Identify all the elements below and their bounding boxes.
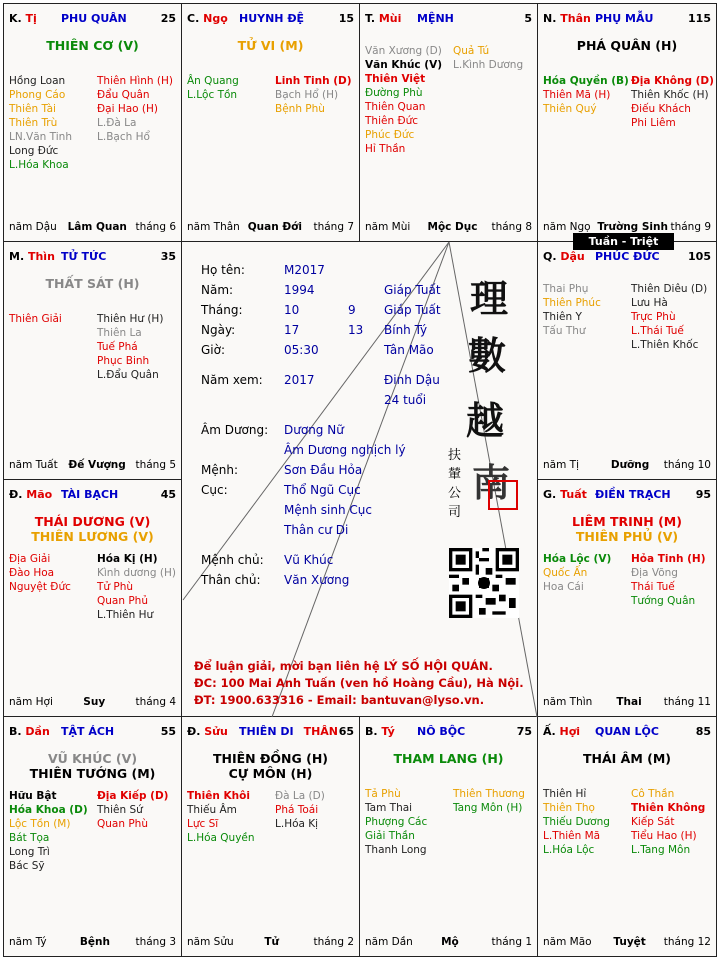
minor-star: Bát Tọa: [9, 832, 50, 844]
tuan-triet-badge: Tuần - Triệt: [573, 233, 674, 250]
minor-star: Hóa Quyền (B): [543, 75, 629, 87]
minor-star: Thiên Mã (H): [543, 89, 611, 101]
palace-month: tháng 7: [313, 221, 354, 233]
calligraphy-char-4: 南: [472, 460, 511, 505]
menh-value: Sơn Đầu Hỏa: [284, 463, 363, 477]
palace-position: Đ. Sửu: [187, 725, 228, 738]
palace-year: năm Tý: [9, 936, 47, 948]
palace-stage: Bệnh: [79, 936, 110, 948]
palace-month: tháng 3: [135, 936, 176, 948]
minor-star: L.Lộc Tồn: [187, 89, 238, 101]
minor-star: Tang Môn (H): [453, 802, 523, 814]
main-star: THÁI DƯƠNG (V): [34, 514, 151, 529]
palace-stage: Suy: [83, 696, 106, 708]
minor-star: LN.Văn Tinh: [9, 131, 72, 143]
palace-position: G. Tuất: [543, 488, 587, 501]
minor-star: Địa Kiếp (D): [97, 790, 169, 802]
minor-star: Thiên Quý: [543, 103, 597, 115]
palace-year: năm Dậu: [9, 221, 57, 233]
minor-star: L.Thiên Hư: [97, 609, 154, 621]
palace-position: B. Dần: [9, 725, 50, 738]
palace-month: tháng 10: [663, 459, 711, 471]
minor-star: Phục Binh: [97, 355, 150, 367]
hour-label: Giờ:: [201, 343, 226, 357]
minor-star: Thiên La: [97, 327, 142, 339]
palace-name: TỬ TỨC: [61, 250, 107, 263]
palace-year: năm Mùi: [365, 221, 411, 233]
palace-month: tháng 4: [135, 696, 176, 708]
minor-star: Văn Khúc (V): [365, 59, 443, 71]
minor-star: Đào Hoa: [9, 567, 55, 579]
palace-year: năm Sửu: [187, 936, 234, 948]
palace-year: năm Dần: [365, 936, 413, 948]
main-star: VŨ KHÚC (V): [47, 751, 138, 766]
palace-name: MỆNH: [417, 12, 454, 25]
cuc-value: Thổ Ngũ Cục: [284, 483, 361, 497]
minor-star: L.Đẩu Quân: [97, 369, 159, 381]
minor-star: Thiên Hỉ: [543, 788, 587, 800]
main-star: THÁI ÂM (M): [583, 751, 671, 766]
palace-position: Ấ. Hợi: [543, 725, 581, 738]
palace-stage: Đế Vượng: [68, 459, 126, 471]
minor-star: Tướng Quân: [631, 595, 696, 607]
minor-star: Hoa Cái: [543, 581, 584, 593]
main-star: THIÊN PHỦ (V): [575, 529, 679, 544]
minor-star: Đại Hao (H): [97, 103, 159, 115]
palace-age: 55: [160, 725, 176, 738]
minor-star: Ân Quang: [187, 75, 239, 87]
minor-star: Quan Phủ: [97, 595, 148, 607]
main-star: THẤT SÁT (H): [45, 276, 140, 291]
minor-star: Tử Phù: [97, 581, 134, 593]
minor-star: Thái Tuế: [631, 581, 675, 593]
month-can: Giáp Tuất: [384, 303, 441, 317]
palace-age: 65: [338, 725, 354, 738]
menh-chu-value: Vũ Khúc: [284, 553, 334, 567]
contact-line-1: Để luận giải, mời bạn liên hệ LÝ SỐ HỘI QUÁN.: [194, 659, 493, 673]
palace-month: tháng 9: [670, 221, 711, 233]
main-star: THIÊN CƠ (V): [46, 38, 139, 53]
minor-star: Thiên Quan: [365, 101, 426, 113]
cuc-note-1: Mệnh sinh Cục: [284, 503, 372, 517]
day-value: 17: [284, 323, 300, 337]
seal-char-1: 扶: [448, 448, 462, 463]
palace-year: năm Tuất: [9, 459, 58, 471]
seal-char-4: 司: [448, 505, 462, 520]
main-star: TỬ VI (M): [237, 38, 304, 53]
minor-star: Trực Phù: [631, 311, 676, 323]
minor-star: Hóa Kị (H): [97, 553, 158, 565]
palace-age: 35: [160, 250, 176, 263]
minor-star: Thiên Thương: [453, 788, 525, 800]
amduong-value: Dương Nữ: [284, 423, 344, 437]
minor-star: Tấu Thư: [543, 325, 586, 337]
minor-star: L.Thiên Khốc: [631, 339, 699, 351]
minor-star: Lực Sĩ: [187, 818, 219, 830]
age-value: 24 tuổi: [384, 393, 427, 407]
minor-star: Tiểu Hao (H): [631, 830, 697, 842]
minor-star: Địa Giải: [9, 553, 51, 565]
minor-star: Tam Thai: [365, 802, 413, 814]
year-can: Giáp Tuất: [384, 283, 441, 297]
menh-label: Mệnh:: [201, 463, 238, 477]
minor-star: Văn Xương (D): [365, 45, 442, 57]
minor-star: L.Đà La: [97, 117, 137, 129]
minor-star: Thiên Trù: [9, 117, 58, 129]
minor-star: L.Hóa Kị: [275, 818, 319, 830]
minor-star: Điếu Khách: [631, 103, 691, 115]
menh-chu-label: Mệnh chủ:: [201, 553, 264, 567]
minor-star: Thiên Hình (H): [97, 75, 173, 87]
name-value: M2017: [284, 263, 325, 277]
palace-name: THIÊN DI: [239, 725, 294, 738]
minor-star: L.Kình Dương: [453, 59, 524, 71]
minor-star: Thiên Diêu (D): [631, 283, 708, 295]
minor-star: Đường Phù: [365, 87, 423, 99]
palace-name: TÀI BẠCH: [61, 488, 119, 501]
minor-star: Hữu Bật: [9, 790, 57, 802]
minor-star: Quả Tú: [453, 45, 490, 57]
palace-position: Đ. Mão: [9, 488, 53, 501]
minor-star: Kiếp Sát: [631, 816, 675, 828]
minor-star: Thanh Long: [365, 844, 427, 856]
palace-position: C. Ngọ: [187, 12, 228, 25]
than-chu-value: Văn Xương: [284, 573, 350, 587]
minor-star: Thiên Thọ: [543, 802, 595, 814]
palace-year: năm Thìn: [543, 696, 593, 708]
year-value: 1994: [284, 283, 315, 297]
minor-star: Thiên Việt: [365, 73, 426, 85]
palace-year: năm Mão: [543, 936, 592, 948]
minor-star: Thiên Đức: [365, 115, 419, 127]
minor-star: L.Thái Tuế: [631, 325, 684, 337]
palace-month: tháng 1: [491, 936, 532, 948]
minor-star: L.Hóa Khoa: [9, 159, 69, 171]
cuc-label: Cục:: [201, 483, 228, 497]
palace-month: tháng 5: [135, 459, 176, 471]
palace-stage: Mộc Dục: [427, 221, 478, 233]
minor-star: Cô Thần: [631, 788, 675, 800]
palace-stage: Lâm Quan: [67, 221, 127, 233]
palace-month: tháng 6: [135, 221, 176, 233]
main-star: THIÊN LƯƠNG (V): [31, 529, 154, 544]
minor-star: Bạch Hổ (H): [275, 89, 339, 101]
palace-stage: Tuyệt: [613, 936, 646, 948]
palace-position: T. Mùi: [365, 12, 402, 25]
palace-name: ĐIỀN TRẠCH: [595, 488, 671, 501]
minor-star: Thiếu Dương: [543, 816, 610, 828]
palace-position: K. Tị: [9, 12, 37, 25]
seal-char-2: 輦: [448, 467, 462, 482]
minor-star: Lộc Tồn (M): [9, 818, 71, 830]
main-star: CỰ MÔN (H): [228, 766, 313, 781]
palace-month: tháng 2: [313, 936, 354, 948]
minor-star: Hóa Lộc (V): [543, 553, 612, 565]
palace-year: năm Ngọ: [543, 221, 591, 233]
palace-age: 75: [516, 725, 532, 738]
palace-position: N. Thân: [543, 12, 591, 25]
main-star: THAM LANG (H): [393, 751, 504, 766]
day-lunar: 13: [348, 323, 364, 337]
month-label: Tháng:: [201, 303, 243, 317]
qr-code-icon: [449, 548, 519, 618]
minor-star: L.Hóa Quyền: [187, 832, 255, 844]
minor-star: Thiên Không: [631, 802, 706, 814]
palace-age: 105: [688, 250, 711, 263]
palace-name: HUYNH ĐỆ: [239, 12, 305, 25]
palace-name: PHỤ MẪU: [595, 12, 654, 25]
minor-star: Kình dương (H): [97, 567, 176, 579]
calligraphy-char-1: 理: [470, 276, 509, 321]
minor-star: Hỉ Thần: [365, 143, 406, 155]
than-chu-label: Thân chủ:: [201, 573, 261, 587]
palace-name: TẬT ÁCH: [61, 725, 115, 738]
minor-star: L.Tang Môn: [631, 844, 691, 856]
amduong-note: Âm Dương nghịch lý: [284, 443, 406, 457]
seal-char-3: 公: [448, 486, 462, 501]
year-label: Năm:: [201, 283, 234, 297]
red-seal-stamp: [488, 480, 518, 510]
palace-year: năm Thân: [187, 221, 240, 233]
minor-star: Linh Tinh (D): [275, 75, 352, 87]
palace-stage: Thai: [616, 696, 642, 708]
palace-stage: Quan Đới: [247, 221, 302, 233]
palace-age: 5: [524, 12, 532, 25]
contact-line-3: ĐT: 1900.633316 - Email: bantuvan@lyso.vn.: [194, 693, 485, 707]
palace-age: 25: [160, 12, 176, 25]
minor-star: Phượng Các: [365, 816, 428, 828]
minor-star: Thai Phụ: [543, 283, 589, 295]
view-year-label: Năm xem:: [201, 373, 263, 387]
contact-line-2: ĐC: 100 Mai Anh Tuấn (ven hồ Hoàng Cầu), Hà Nội.: [194, 676, 524, 690]
minor-star: Thiên Khôi: [187, 790, 250, 802]
palace-name: PHÚC ĐỨC: [595, 250, 660, 263]
palace-name: QUAN LỘC: [595, 725, 659, 738]
minor-star: Phi Liêm: [631, 117, 676, 129]
minor-star: Long Trì: [9, 846, 50, 858]
palace-stage: Mộ: [441, 936, 459, 948]
palace-year: năm Tị: [543, 459, 579, 471]
palace-month: tháng 12: [663, 936, 711, 948]
view-year-value: 2017: [284, 373, 315, 387]
small-seal-text: [448, 446, 462, 522]
cuc-note-2: Thân cư Di: [284, 523, 349, 537]
view-year-can: Đinh Dậu: [384, 373, 440, 387]
than-marker: THÂN: [303, 725, 338, 738]
palace-position: B. Tý: [365, 725, 395, 738]
main-star: THIÊN TƯỚNG (M): [29, 766, 156, 781]
palace-position: M. Thìn: [9, 250, 55, 263]
amduong-label: Âm Dương:: [201, 423, 269, 437]
calligraphy-char-2: 數: [468, 333, 507, 378]
day-can: Bính Tý: [384, 323, 428, 337]
minor-star: Thiên Giải: [9, 313, 62, 325]
minor-star: Quan Phù: [97, 818, 148, 830]
palace-stage: Dưỡng: [610, 459, 650, 471]
calligraphy-char-3: 越: [466, 398, 505, 443]
minor-star: Phúc Đức: [365, 129, 415, 141]
hour-can: Tân Mão: [384, 343, 434, 357]
minor-star: Hồng Loan: [9, 75, 66, 87]
month-value: 10: [284, 303, 300, 317]
palace-age: 15: [338, 12, 354, 25]
minor-star: Long Đức: [9, 145, 59, 157]
minor-star: L.Thiên Mã: [543, 830, 601, 842]
palace-age: 115: [688, 12, 711, 25]
minor-star: Đà La (D): [275, 790, 325, 802]
main-star: LIÊM TRINH (M): [572, 514, 682, 529]
minor-star: Thiên Y: [543, 311, 582, 323]
minor-star: Địa Võng: [631, 567, 678, 579]
minor-star: Thiên Khốc (H): [631, 89, 709, 101]
minor-star: Quốc Ấn: [543, 567, 588, 579]
minor-star: Thiên Hư (H): [97, 313, 164, 325]
minor-star: Nguyệt Đức: [9, 581, 71, 593]
main-star: PHÁ QUÂN (H): [576, 38, 678, 53]
minor-star: Hóa Khoa (D): [9, 804, 88, 816]
minor-star: L.Hóa Lộc: [543, 844, 595, 856]
name-label: Họ tên:: [201, 263, 245, 277]
palace-month: tháng 11: [663, 696, 711, 708]
palace-stage: Trường Sinh: [597, 221, 668, 233]
minor-star: Thiên Sứ: [97, 804, 143, 816]
palace-age: 95: [695, 488, 711, 501]
minor-star: Địa Không (D): [631, 75, 714, 87]
minor-star: Lưu Hà: [631, 297, 668, 309]
palace-month: tháng 8: [491, 221, 532, 233]
palace-name: NÔ BỘC: [417, 725, 466, 738]
main-star: THIÊN ĐỒNG (H): [212, 751, 329, 766]
month-lunar: 9: [348, 303, 356, 317]
minor-star: Thiên Tài: [9, 103, 56, 115]
day-label: Ngày:: [201, 323, 236, 337]
minor-star: Phong Cáo: [9, 89, 66, 101]
minor-star: Bệnh Phù: [275, 103, 325, 115]
minor-star: Tả Phù: [365, 788, 401, 800]
minor-star: L.Bạch Hổ: [97, 131, 150, 143]
minor-star: Thiếu Âm: [187, 804, 237, 816]
minor-star: Thiên Phúc: [543, 297, 601, 309]
palace-stage: Tử: [264, 936, 279, 948]
minor-star: Đẩu Quân: [97, 89, 150, 101]
palace-year: năm Hợi: [9, 696, 53, 708]
hour-value: 05:30: [284, 343, 319, 357]
minor-star: Giải Thần: [365, 830, 415, 842]
palace-age: 85: [695, 725, 711, 738]
minor-star: Phá Toái: [275, 804, 319, 816]
palace-position: Q. Dậu: [543, 250, 585, 263]
minor-star: Hỏa Tinh (H): [631, 553, 706, 565]
minor-star: Tuế Phá: [97, 341, 138, 353]
palace-name: PHU QUÂN: [61, 12, 127, 25]
palace-age: 45: [160, 488, 176, 501]
minor-star: Bác Sỹ: [9, 860, 45, 872]
